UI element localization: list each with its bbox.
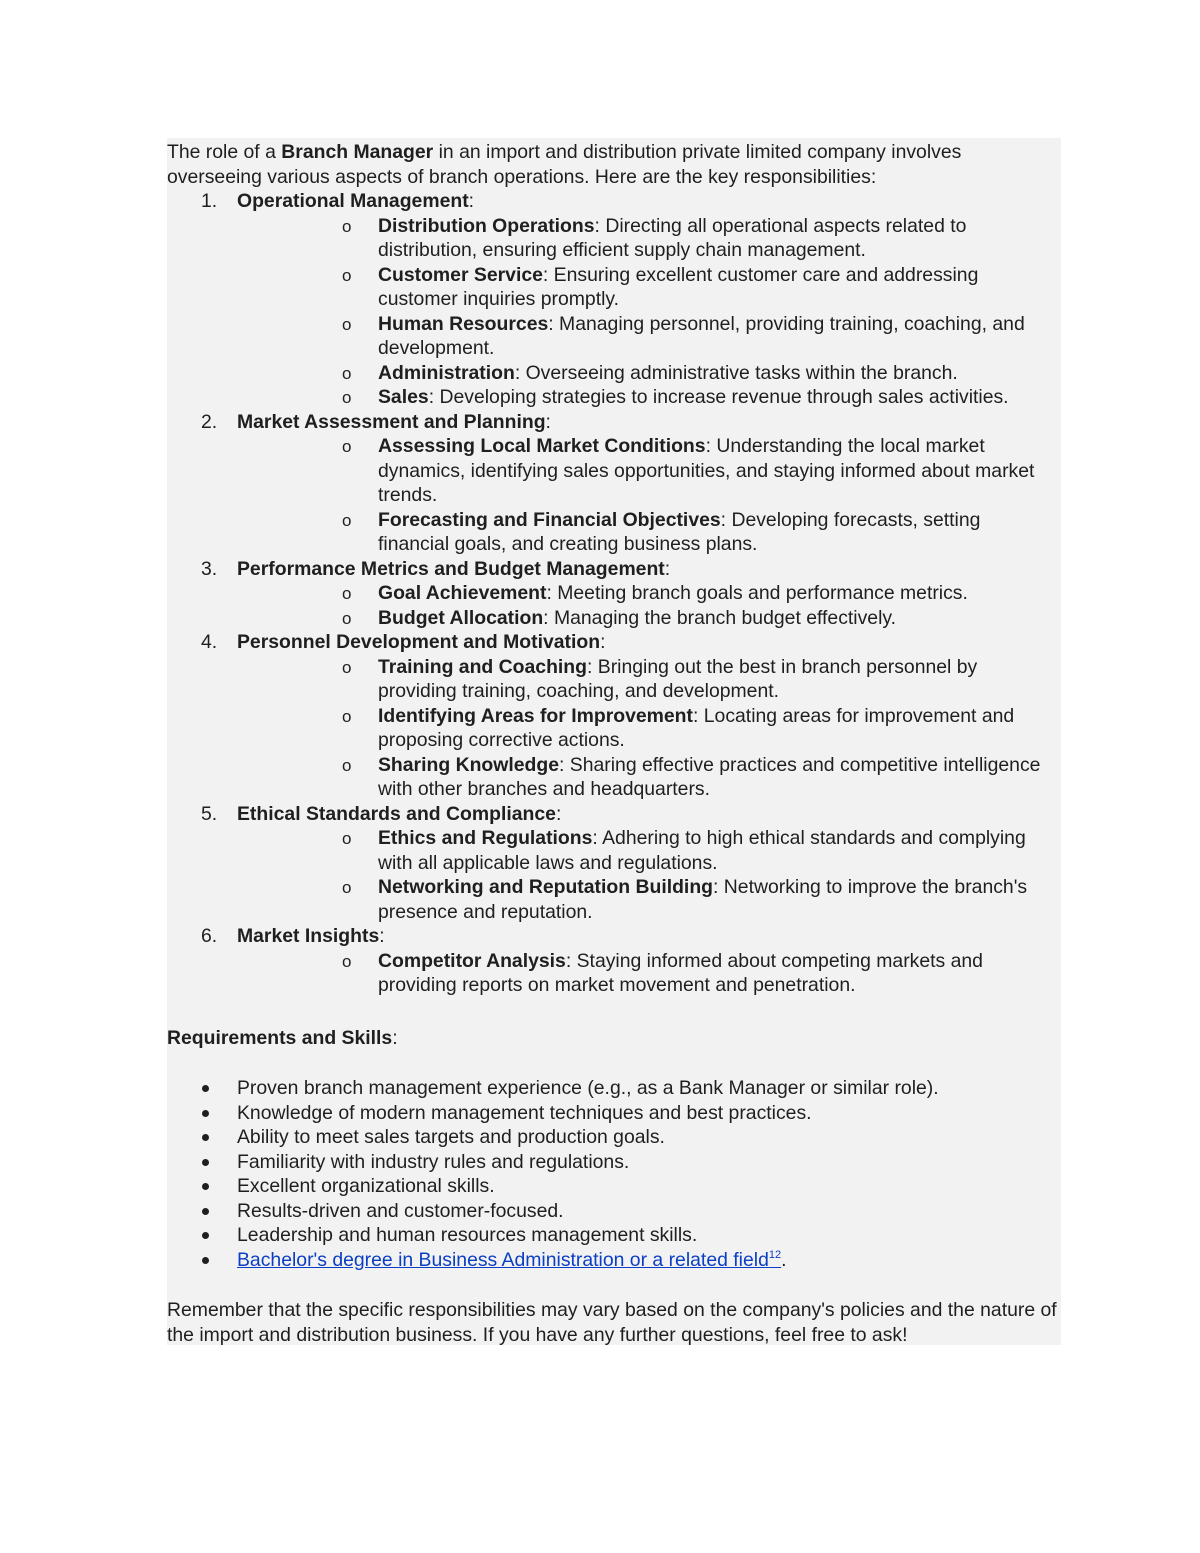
sub-item-text: : Staying informed about competing markets and providing reports on market movement and penetration. bbox=[378, 949, 983, 996]
citation-superscript[interactable]: 12 bbox=[768, 1248, 782, 1261]
sub-item bbox=[237, 949, 1059, 998]
section-item bbox=[167, 630, 1059, 802]
sub-item bbox=[237, 361, 1059, 386]
sub-item bbox=[237, 581, 1059, 606]
section-heading: Operational Management: bbox=[237, 190, 475, 212]
sub-item-term: Assessing Local Market Conditions bbox=[378, 435, 706, 457]
section-heading: Ethical Standards and Compliance: bbox=[237, 802, 562, 825]
intro-text-rest: in an import and distribution private limited company involves overseeing various aspects of branch operations. Here are the key responsibilities: bbox=[167, 141, 962, 188]
section-number: 4. bbox=[201, 631, 218, 653]
section-number: 6. bbox=[201, 925, 218, 947]
sub-item bbox=[237, 826, 1059, 875]
sub-bullet-marker: o bbox=[342, 706, 352, 726]
degree-link[interactable] bbox=[237, 1249, 781, 1271]
sub-bullet-marker: o bbox=[342, 755, 352, 775]
sub-list bbox=[237, 434, 1059, 557]
sub-item-term: Budget Allocation bbox=[378, 606, 544, 629]
requirement-item bbox=[167, 1199, 1059, 1224]
section-title: Personnel Development and Motivation bbox=[237, 631, 601, 653]
sub-item-term: Ethics and Regulations bbox=[378, 827, 593, 849]
sub-item-term: Sales bbox=[378, 386, 429, 408]
bullet-dot-icon bbox=[202, 1159, 209, 1166]
bullet-dot-icon bbox=[202, 1232, 209, 1239]
bullet-dot-icon bbox=[202, 1257, 209, 1264]
requirement-text: Leadership and human resources management skills. bbox=[237, 1224, 698, 1246]
bullet-dot-icon bbox=[202, 1208, 209, 1215]
sub-item-text: : Managing the branch budget effectively. bbox=[543, 606, 897, 629]
requirements-list bbox=[167, 1076, 1059, 1272]
sub-item-text: : Bringing out the best in branch personnel by providing training, coaching, and development. bbox=[378, 655, 978, 702]
sub-item-text: : Overseeing administrative tasks within the branch. bbox=[514, 361, 958, 384]
section-number: 3. bbox=[201, 557, 218, 580]
requirement-text: Knowledge of modern management techniques and best practices. bbox=[237, 1101, 812, 1124]
sub-bullet-marker: o bbox=[342, 363, 352, 383]
sub-item-text: : Networking to improve the branch's presence and reputation. bbox=[378, 876, 1028, 923]
section-title: Market Insights bbox=[237, 925, 380, 947]
sub-item-text: : Locating areas for improvement and proposing corrective actions. bbox=[378, 704, 1015, 751]
degree-link-text: Bachelor's degree in Business Administration or a related field bbox=[237, 1248, 769, 1271]
requirement-text: Ability to meet sales targets and production goals. bbox=[237, 1126, 665, 1148]
sub-item-text: : Meeting branch goals and performance metrics. bbox=[546, 582, 968, 604]
closing-paragraph: Remember that the specific responsibilities may vary based on the company's policies and the nature of the import and distribution business. If you have any further questions, feel free to ask! bbox=[167, 1299, 1057, 1346]
intro-text: The role of a bbox=[167, 141, 282, 163]
sub-item-text: : Developing strategies to increase revenue through sales activities. bbox=[428, 386, 1009, 408]
requirement-text: Proven branch management experience (e.g., as a Bank Manager or similar role). bbox=[237, 1077, 939, 1099]
sub-list bbox=[237, 581, 1059, 630]
sub-item bbox=[237, 312, 1059, 361]
document-content bbox=[167, 140, 1059, 1347]
requirement-item bbox=[167, 1125, 1059, 1150]
sub-item-term: Networking and Reputation Building bbox=[378, 876, 714, 898]
sub-list bbox=[237, 949, 1059, 998]
sub-bullet-marker: o bbox=[342, 265, 352, 285]
sub-bullet-marker: o bbox=[342, 437, 352, 456]
sub-item-term: Competitor Analysis bbox=[378, 949, 566, 972]
requirements-heading: Requirements and Skills: bbox=[167, 1026, 398, 1049]
sub-item bbox=[237, 704, 1059, 753]
sub-bullet-marker: o bbox=[342, 608, 352, 628]
section-item bbox=[167, 557, 1059, 631]
sub-bullet-marker: o bbox=[342, 216, 352, 236]
section-heading: Market Assessment and Planning: bbox=[237, 410, 551, 433]
requirement-item bbox=[167, 1223, 1059, 1248]
sub-list bbox=[237, 655, 1059, 802]
sub-list bbox=[237, 826, 1059, 924]
sub-item-text: : Ensuring excellent customer care and addressing customer inquiries promptly. bbox=[378, 263, 979, 310]
sub-item bbox=[237, 508, 1059, 557]
sub-item-text: : Understanding the local market dynamics, identifying sales opportunities, and staying informed about market trends. bbox=[378, 435, 1035, 506]
intro-bold-term: Branch Manager bbox=[281, 141, 434, 163]
sub-item-text: : Directing all operational aspects related to distribution, ensuring efficient supply chain management. bbox=[378, 214, 967, 261]
bullet-dot-icon bbox=[202, 1183, 209, 1190]
sub-item-term: Sharing Knowledge bbox=[378, 753, 559, 776]
requirement-item bbox=[167, 1150, 1059, 1175]
sub-item-term: Goal Achievement bbox=[378, 582, 547, 604]
bullet-dot-icon bbox=[202, 1134, 209, 1141]
requirement-text: Familiarity with industry rules and regulations. bbox=[237, 1150, 630, 1173]
section-title: Operational Management bbox=[237, 190, 469, 212]
section-title: Market Assessment and Planning bbox=[237, 410, 546, 433]
sub-item bbox=[237, 655, 1059, 704]
section-number: 1. bbox=[201, 190, 218, 212]
requirement-item-link bbox=[167, 1248, 1059, 1273]
sub-item-text: : Managing personnel, providing training, coaching, and development. bbox=[378, 312, 1025, 359]
sub-bullet-marker: o bbox=[342, 388, 352, 407]
intro-paragraph bbox=[167, 140, 1059, 189]
sub-item-term: Human Resources bbox=[378, 312, 549, 335]
sub-item bbox=[237, 753, 1059, 802]
section-title: Ethical Standards and Compliance bbox=[237, 802, 556, 825]
sub-item bbox=[237, 263, 1059, 312]
section-item bbox=[167, 410, 1059, 557]
sub-bullet-marker: o bbox=[342, 829, 352, 848]
sub-item-term: Forecasting and Financial Objectives bbox=[378, 508, 721, 531]
requirement-item bbox=[167, 1076, 1059, 1101]
sub-item-text: : Sharing effective practices and competitive intelligence with other branches and headquarters. bbox=[378, 753, 1041, 800]
sub-item bbox=[237, 385, 1059, 410]
sub-item bbox=[237, 606, 1059, 631]
sub-list bbox=[237, 214, 1059, 410]
sub-item-term: Identifying Areas for Improvement bbox=[378, 704, 693, 727]
sub-item bbox=[237, 875, 1059, 924]
sub-item-term: Administration bbox=[378, 361, 515, 384]
requirement-item bbox=[167, 1101, 1059, 1126]
sub-item bbox=[237, 214, 1059, 263]
section-item bbox=[167, 802, 1059, 925]
sub-item-term: Distribution Operations bbox=[378, 214, 595, 237]
sub-bullet-marker: o bbox=[342, 584, 352, 603]
section-title: Performance Metrics and Budget Management bbox=[237, 557, 665, 580]
requirement-text: Excellent organizational skills. bbox=[237, 1175, 495, 1197]
section-number: 5. bbox=[201, 802, 218, 825]
sub-item-text: : Developing forecasts, setting financial goals, and creating business plans. bbox=[378, 508, 981, 555]
sub-bullet-marker: o bbox=[342, 510, 352, 530]
sub-bullet-marker: o bbox=[342, 878, 352, 897]
requirements-title: Requirements and Skills bbox=[167, 1026, 393, 1049]
section-heading: Personnel Development and Motivation: bbox=[237, 631, 606, 653]
bullet-dot-icon bbox=[202, 1085, 209, 1092]
sub-bullet-marker: o bbox=[342, 951, 352, 971]
section-number: 2. bbox=[201, 410, 218, 433]
sub-bullet-marker: o bbox=[342, 314, 352, 334]
section-heading: Market Insights: bbox=[237, 925, 385, 947]
link-trailing-text: . bbox=[781, 1248, 787, 1271]
responsibilities-list bbox=[167, 189, 1059, 998]
sub-bullet-marker: o bbox=[342, 657, 352, 677]
section-item bbox=[167, 189, 1059, 410]
sub-item-term: Training and Coaching bbox=[378, 655, 587, 678]
sub-item-term: Customer Service bbox=[378, 263, 543, 286]
sub-item bbox=[237, 434, 1059, 508]
requirement-item bbox=[167, 1174, 1059, 1199]
bullet-dot-icon bbox=[202, 1110, 209, 1117]
sub-item-text: : Adhering to high ethical standards and complying with all applicable laws and regulations. bbox=[378, 827, 1026, 874]
section-item bbox=[167, 924, 1059, 998]
section-heading: Performance Metrics and Budget Management: bbox=[237, 557, 671, 580]
requirement-text: Results-driven and customer-focused. bbox=[237, 1199, 564, 1222]
